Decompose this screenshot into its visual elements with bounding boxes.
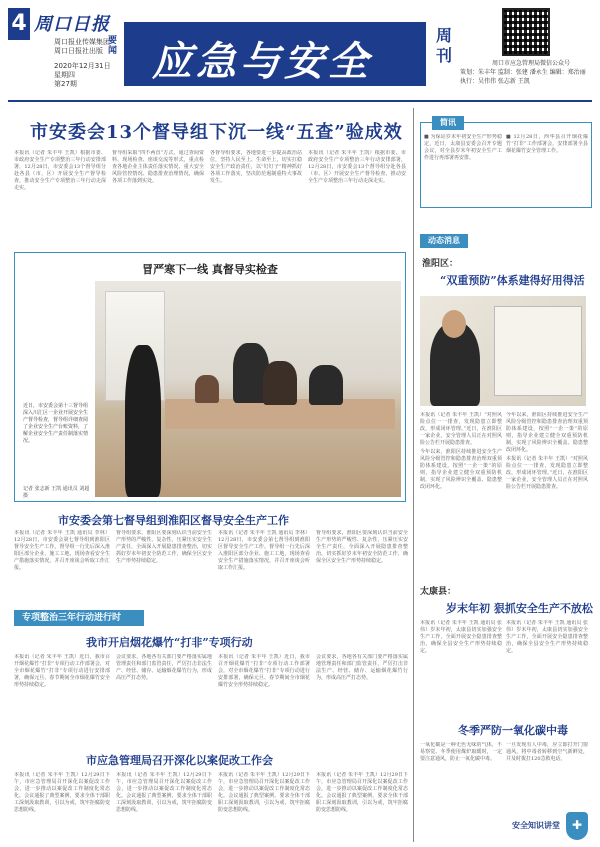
paragraph: 本报讯（记者 朱丰年 王凯 通讯员 李林）12月28日，市安委会第七督导组到淮阳区督导安全生产工作。督导组一行先后深入淮阳区部分企业、施工工地，现场查看安全生产措施落实情况，并召开座谈会听取工作汇报。 (218, 530, 310, 571)
dynamic-col-1 (420, 412, 502, 572)
meeting-photo (95, 281, 401, 497)
article-4-col-2 (116, 772, 212, 840)
paragraph: 会议要求，各地各有关部门要严格落实属地管理责任和部门监管责任，严厉打击非法生产、经营、储存、运输烟花爆竹行为，形成高压严打态势。 (316, 654, 408, 681)
article-2-headline: 市安委会第七督导组到淮阳区督导安全生产工作 (58, 514, 289, 527)
taikang-col-2 (506, 620, 588, 702)
dynamic-place: 淮阳区： (422, 259, 459, 269)
paragraph: 本报讯（记者 朱丰年 王凯 通讯员 李林）12月28日，市安委会第七督导组到淮阳区督导安全生产工作。督导组一行先后深入淮阳区部分企业、施工工地，现场查看安全生产措施落实情况，并召开座谈会听取工作汇报。 (14, 530, 110, 571)
paragraph: ■ 12月28日，西华县召开烟花爆竹“打非”工作部署会，安排部署全县烟花爆竹安全管理工作。 (506, 134, 588, 154)
paragraph: 各督导组要求，各地要进一步提高政治站位，坚持人民至上、生命至上，切实扛稳安全生产政治责任，以“钉钉子”精神抓好各项工作落实，坚决防范遏制重特大事故发生。 (210, 150, 302, 184)
weekday: 星期四 (54, 71, 75, 79)
knowledge-badge-label: 安全知识讲堂 (512, 821, 560, 830)
paragraph: 一旦发现有人中毒，应立即打开门窗通风，将中毒者转移到空气新鲜处，并及时拨打120急救电话。 (506, 742, 588, 762)
main-article-col-1 (14, 150, 106, 245)
dynamic-col-2 (506, 412, 588, 572)
knowledge-badge (512, 812, 588, 842)
photo-person-face (442, 310, 466, 338)
section-title: 应急与安全 (152, 38, 372, 85)
main-article-col-3 (210, 150, 302, 245)
photo-person (309, 365, 343, 405)
photo-feature (14, 252, 406, 502)
paragraph: 本报讯（记者 朱丰年 王凯）根据市委、市政府安全生产专项整治三年行动安排部署，12月28日，市安委会13个督导组分赴各县（市、区）开展安全生产督导检查，推动安全生产专项整治三年行动走深走实。 (308, 150, 406, 184)
dynamic-headline: “双重预防”体系建得好用得活 (440, 274, 585, 287)
photo-person (195, 375, 219, 403)
staff-credits (460, 68, 590, 86)
article-2-col-4 (316, 530, 408, 604)
special-banner: 专项整治三年行动进行时 (14, 610, 144, 626)
paragraph: 本报讯（记者 朱丰年 王凯）12月29日下午，市应急管理局召开深化以案促改工作会，进一步推动以案促改工作制度化常态化。会议通报了典型案例，要求全体干部职工深刻汲取教训，引以为戒，筑牢拒腐防变思想防线。 (316, 772, 408, 813)
winter-headline: 冬季严防一氧化碳中毒 (458, 724, 568, 737)
paragraph: 今年以来，淮阳区持续推进安全生产风险分级管控和隐患排查治理双重预防体系建设，按照“一企一策”的原则，指导企业建立健全双重预防机制，实现了风险辨识全覆盖、隐患整改闭环化。 (506, 412, 588, 453)
photo-title: 冒严寒下一线 真督导实检查 (142, 263, 278, 276)
paragraph: 督导组要求，淮阳区要深刻认识当前安全生产形势的严峻性、复杂性，压紧压实安全生产责任，全面深入开展隐患排查整治，切实抓好岁末年初安全防范工作，确保全区安全生产形势持续稳定。 (116, 530, 212, 564)
brief-col-2 (506, 134, 588, 206)
main-headline: 市安委会13个督导组下沉一线“五查”验成效 (30, 122, 403, 143)
main-article-col-4 (308, 150, 406, 245)
paragraph: 本报讯（记者 朱丰年 王凯）12月29日下午，市应急管理局召开深化以案促改工作会，进一步推动以案促改工作制度化常态化。会议通报了典型案例，要求全体干部职工深刻汲取教训，引以为戒，筑牢拒腐防变思想防线。 (116, 772, 212, 813)
staff-line: 执行：吴伟伟 张志新 王凯 (460, 78, 530, 85)
article-2-col-3 (218, 530, 310, 604)
column-divider (413, 108, 414, 842)
paragraph: 本报讯（记者 朱丰年 王凯 通讯员 张伟）岁末年初，太康县切实加强安全生产工作，全面开展安全隐患排查整治，确保全县安全生产形势持续稳定。 (506, 620, 588, 654)
paragraph: 一氧化碳是一种无色无味的气体，不易察觉。冬季使用煤炉取暖时，一定要注意通风，防止一氧化碳中毒。 (420, 742, 502, 762)
photo-notice-board (494, 306, 582, 396)
brief-tag: 简讯 (432, 116, 464, 130)
paragraph: 本报讯（记者 朱丰年 王凯）根据市委、市政府安全生产专项整治三年行动安排部署，12月28日，市安委会13个督导组分赴各县（市、区）开展安全生产督导检查，推动安全生产专项整治三年行动走深走实。 (14, 150, 106, 191)
paragraph: 督导组要求，淮阳区要深刻认识当前安全生产形势的严峻性、复杂性，压紧压实安全生产责任，全面深入开展隐患排查整治，切实抓好岁末年初安全防范工作，确保全区安全生产形势持续稳定。 (316, 530, 408, 564)
paragraph: 会议要求，各地各有关部门要严格落实属地管理责任和部门监管责任，严厉打击非法生产、经营、储存、运输烟花爆竹行为，形成高压严打态势。 (116, 654, 212, 681)
paragraph: 本报讯（记者 朱丰年 王凯 通讯员 张伟）岁末年初，太康县切实加强安全生产工作，全面开展安全隐患排查整治，确保全县安全生产形势持续稳定。 (420, 620, 502, 654)
issue-date (54, 62, 111, 89)
shield-icon: ✚ (566, 812, 588, 840)
paper-sub-line: 周口日报社出版 (54, 47, 103, 55)
winter-col-1 (420, 742, 502, 840)
paragraph: 本报讯（记者 朱丰年 王凯）12月29日下午，市应急管理局召开深化以案促改工作会，进一步推动以案促改工作制度化常态化。会议通报了典型案例，要求全体干部职工深刻汲取教训，引以为戒，筑牢拒腐防变思想防线。 (14, 772, 110, 813)
paragraph: 本报讯（记者 朱丰年 王凯）“对照风险点位一一排查，发现隐患立即整改，形成闭环管理。”近日，在淮阳区一家企业，安全管理人员正在对照风险公告栏开展隐患排查。 (506, 456, 588, 490)
taikang-place: 太康县： (420, 587, 457, 597)
paragraph: 督导组采取“四不两直”方式，通过查阅资料、现场检查、座谈交流等形式，重点检查各地企业主体责任落实情况、重大安全风险管控情况、隐患排查治理情况，确保各项工作落到实处。 (112, 150, 204, 184)
brief-col-1 (424, 134, 502, 206)
qr-code-icon[interactable] (502, 8, 550, 56)
paragraph: ■ 为保证岁末年初安全生产形势稳定，近日，太康县安委会召开专题会议，对全县岁末年初安全生产工作进行再部署再安排。 (424, 134, 502, 161)
page-number: 4 (8, 8, 30, 40)
paragraph: 本报讯（记者 朱丰年 王凯）12月29日下午，市应急管理局召开深化以案促改工作会，进一步推动以案促改工作制度化常态化。会议通报了典型案例，要求全体干部职工深刻汲取教训，引以为戒，筑牢拒腐防变思想防线。 (218, 772, 310, 813)
staff-line: 策划：朱丰年 监制：张建 潘永生 编辑：郑治丽 (460, 69, 586, 76)
special-headline: 我市开启烟花爆竹“打非”专项行动 (86, 636, 253, 649)
paper-name: 周口日报 (34, 14, 110, 35)
taikang-col-1 (420, 620, 502, 702)
article-4-col-1 (14, 772, 110, 840)
section-title-banner (124, 22, 426, 86)
date-line: 2020年12月31日 (54, 62, 111, 70)
special-col-2 (116, 654, 212, 734)
special-col-4 (316, 654, 408, 734)
dynamic-photo (420, 296, 586, 406)
paragraph: 本报讯（记者 朱丰年 王凯）近日，我市召开烟花爆竹“打非”专项行动工作部署会，对全市烟花爆竹“打非”专项行动进行安排部署，确保元旦、春节期间全市烟花爆竹安全形势持续稳定。 (218, 654, 310, 688)
qr-caption: 周口市应急管理局微信公众号 (492, 60, 571, 67)
article-2-col-2 (116, 530, 212, 604)
main-article-col-2 (112, 150, 204, 245)
paper-side-label: 要闻 (108, 36, 118, 56)
special-col-1 (14, 654, 110, 734)
paper-sub-lines (54, 38, 110, 56)
section-side-label: 周刊 (436, 26, 453, 65)
photo-credit: 记者 张志新 王凯 通讯员 刘超 摄 (23, 486, 90, 499)
paragraph: 本报讯（记者 朱丰年 王凯）“对照风险点位一一排查，发现隐患立即整改，形成闭环管理。”近日，在淮阳区一家企业，安全管理人员正在对照风险公告栏开展隐患排查。 (420, 412, 502, 446)
article-4-headline: 市应急管理局召开深化以案促改工作会 (86, 754, 273, 767)
photo-person (125, 345, 161, 497)
dynamic-tag: 动态消息 (420, 234, 468, 248)
masthead-rule (8, 100, 592, 102)
photo-person (263, 361, 297, 405)
masthead (8, 8, 592, 96)
paragraph: 今年以来，淮阳区持续推进安全生产风险分级管控和隐患排查治理双重预防体系建设，按照“一企一策”的原则，指导企业建立健全双重预防机制，实现了风险辨识全覆盖、隐患整改闭环化。 (420, 449, 502, 490)
article-2-col-1 (14, 530, 110, 604)
winter-col-2 (506, 742, 588, 808)
paper-sub-line: 周口报业传媒集团 (54, 38, 110, 46)
photo-caption: 近日，市安委会第十三督导组深入川汇区一企业开展安全生产督导检查，督导组详细查阅了企业安全生产台账资料，了解企业安全生产责任制落实情况。 (23, 403, 89, 444)
taikang-headline: 岁末年初 狠抓安全生产不放松 (446, 602, 593, 615)
issue-number: 第27期 (54, 80, 77, 88)
paragraph: 本报讯（记者 朱丰年 王凯）近日，我市召开烟花爆竹“打非”专项行动工作部署会，对全市烟花爆竹“打非”专项行动进行安排部署，确保元旦、春节期间全市烟花爆竹安全形势持续稳定。 (14, 654, 110, 688)
article-4-col-3 (218, 772, 310, 840)
article-4-col-4 (316, 772, 408, 840)
special-col-3 (218, 654, 310, 734)
